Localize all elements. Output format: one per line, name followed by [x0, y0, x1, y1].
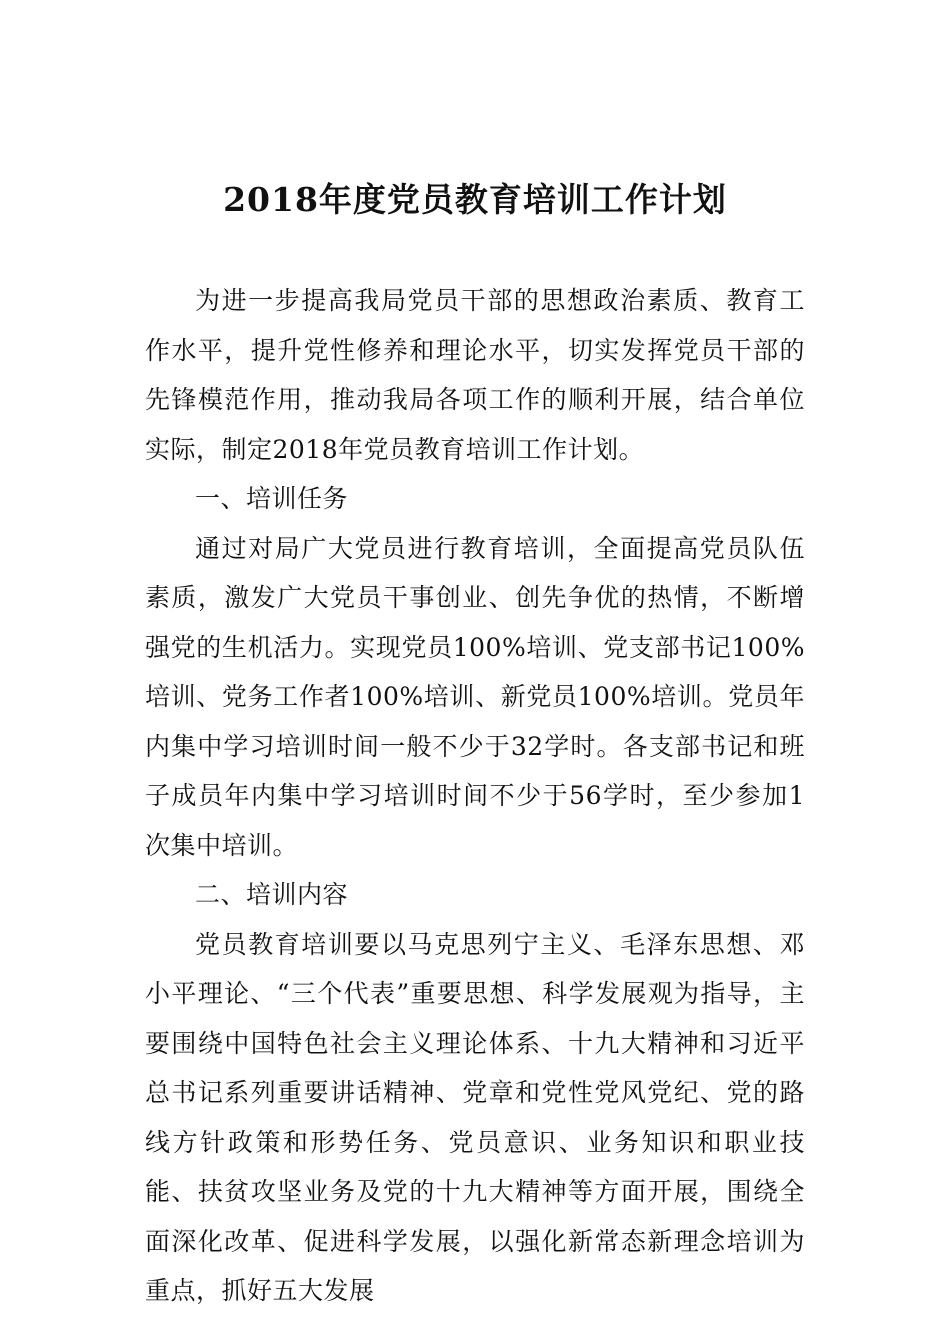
- section-heading-training-tasks: 一、培训任务: [195, 484, 349, 513]
- intro-paragraph: 为进一步提高我局党员干部的思想政治素质、教育工作水平，提升党性修养和理论水平，切实发挥党员干部的先锋模范作用，推动我局各项工作的顺利开展，结合单位实际，制定2018年党员教育培训工作计划。: [145, 286, 805, 464]
- section-heading-training-content: 二、培训内容: [195, 880, 349, 909]
- training-content-paragraph: 党员教育培训要以马克思列宁主义、毛泽东思想、邓小平理论、“三个代表”重要思想、科学发展观为指导，主要围绕中国特色社会主义理论体系、十九大精神和习近平总书记系列重要讲话精神、党章和党性党风党纪、党的路线方针政策和形势任务、党员意识、业务知识和职业技能、扶贫攻坚业务及党的十九大精神等方面开展，围绕全面深化改革、促进科学发展，以强化新常态新理念培训为重点，抓好五大发展: [145, 929, 805, 1305]
- document-body: [145, 276, 805, 1316]
- training-tasks-paragraph: 通过对局广大党员进行教育培训，全面提高党员队伍素质，激发广大党员干事创业、创先争优的热情，不断增强党的生机活力。实现党员100%培训、党支部书记100%培训、党务工作者100%培训、新党员100%培训。党员年内集中学习培训时间一般不少于32学时。各支部书记和班子成员年内集中学习培训时间不少于56学时，至少参加1次集中培训。: [145, 533, 805, 860]
- document-title: 2018年度党员教育培训工作计划: [223, 180, 727, 219]
